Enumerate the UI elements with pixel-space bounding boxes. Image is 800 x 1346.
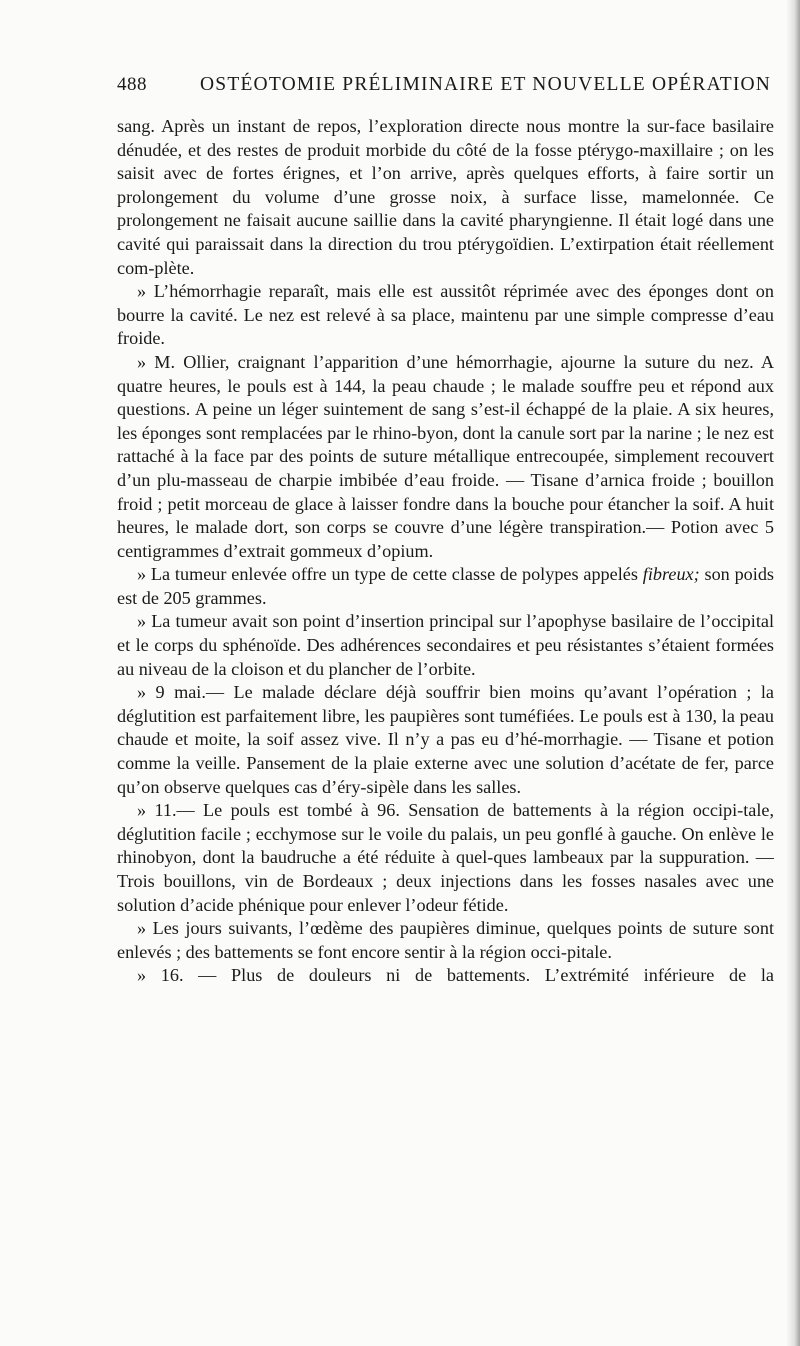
paragraph-insertion: » La tumeur avait son point d’insertion principal sur l’apophyse basilaire de l’occipital et le corps du sphénoïde. Des adhérences secondaires et peu résistantes s’étaient formées au niveau de la cloison et du plancher de l’orbite. — [117, 611, 774, 679]
paragraph-exploration: sang. Après un instant de repos, l’exploration directe nous montre la sur-face basilaire dénudée, et des restes de produit morbide du côté de la fosse ptérygo-maxillaire ; on les saisit avec de fortes érignes, et l’on arrive, après quelques efforts, à faire sortir un prolongement du volume d’une grosse noix, à surface lisse, mamelonnée. Ce prolongement ne faisait aucune saillie dans la cavité pharyngienne. Il était logé dans une cavité qui paraissait dans la direction du trou ptérygoïdien. L’extirpation était réellement com-plète. — [117, 116, 774, 278]
page-header — [117, 74, 773, 98]
tumor-type-italic: fibreux; — [642, 564, 700, 585]
page-edge-shadow — [786, 0, 800, 1346]
paragraph-may-9: » 9 mai.— Le malade déclare déjà souffrir bien moins qu’avant l’opération ; la déglutition est parfaitement libre, les paupières sont tuméfiées. Le pouls est à 130, la peau chaude et moite, la soif assez vive. Il n’y a pas eu d’hé-morrhagie. — Tisane et potion comme la veille. Pansement de la plaie externe avec une solution d’acétate de fer, parce qu’on observe quelques cas d’éry-sipèle dans les salles. — [117, 682, 774, 797]
paragraph-day-16: » 16. — Plus de douleurs ni de battements. L’extrémité inférieure de la — [137, 965, 774, 986]
tumor-type-text-before: » La tumeur enlevée offre un type de cette classe de polypes appelés — [137, 564, 643, 585]
paragraph-tumor-type — [117, 563, 774, 610]
paragraph-hemorrhage: » L’hémorrhagie reparaît, mais elle est aussitôt réprimée avec des éponges dont on bourre la cavité. Le nez est relevé à sa place, maintenu par une simple compresse d’eau froide. — [117, 281, 774, 349]
paragraph-following-days: » Les jours suivants, l’œdème des paupières diminue, quelques points de suture sont enlevés ; des battements se font encore sentir à la région occi-pitale. — [117, 918, 774, 962]
paragraph-day-11: » 11.— Le pouls est tombé à 96. Sensation de battements à la région occipi-tale, déglutition facile ; ecchymose sur le voile du palais, un peu gonflé à gauche. On enlève le rhinobyon, dont la baudruche a été réduite à quel-ques lambeaux par la suppuration. — Trois bouillons, vin de Bordeaux ; deux injections dans les fosses nasales avec une solution d’acide phénique pour enlever l’odeur fétide. — [117, 800, 774, 915]
paragraph-ollier: » M. Ollier, craignant l’apparition d’une hémorrhagie, ajourne la suture du nez. A quatre heures, le pouls est à 144, la peau chaude ; le malade souffre peu et répond aux questions. A peine un léger suintement de sang s’est-il échappé de la plaie. A six heures, les éponges sont remplacées par le rhino-byon, dont la canule sort par la narine ; le nez est rattaché à la face par des points de suture métallique entrecoupée, simplement recouvert d’un plu-masseau de charpie imbibée d’eau froide. — Tisane d’arnica froide ; bouillon froid ; petit morceau de glace à laisser fondre dans la bouche pour étancher la soif. A huit heures, le malade dort, son corps se couvre d’une légère transpiration.— Potion avec 5 centigrammes d’extrait gommeux d’opium. — [117, 351, 774, 561]
page-number: 488 — [117, 74, 147, 95]
tumor-type-text-after: son poids est de 205 grammes. — [117, 564, 774, 608]
body-text — [117, 115, 774, 988]
running-title: OSTÉOTOMIE PRÉLIMINAIRE ET NOUVELLE OPÉRATION — [200, 74, 772, 95]
